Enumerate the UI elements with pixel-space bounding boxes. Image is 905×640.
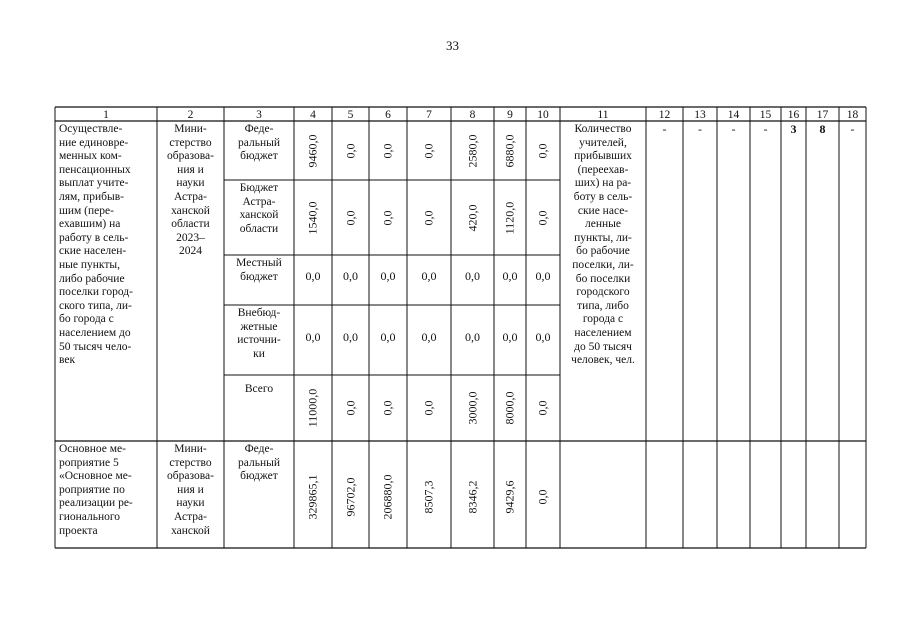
result-value: - [698,122,702,136]
budget-value: 0,0 [535,143,550,158]
budget-value: 0,0 [465,330,480,344]
budget-value-2: 8507,3 [421,480,436,514]
header-cell: 11 [597,109,609,121]
budget-value: 0,0 [343,330,358,344]
funding-source-label-2: Феде- ральный бюджет [238,443,280,483]
header-cell: 7 [426,109,432,121]
budget-value: 0,0 [380,330,396,344]
budget-value: 0,0 [502,269,518,283]
budget-value: 0,0 [421,330,437,344]
budget-value: 0,0 [535,269,551,283]
header-cell: 3 [256,109,262,121]
header-cell: 13 [694,109,706,121]
budget-value: 0,0 [343,143,357,158]
result-value: - [763,122,768,136]
header-cell: 14 [727,109,740,121]
funding-source-label: Местный бюджет [236,257,282,283]
budget-value: 2580,0 [465,134,479,167]
header-cell: 18 [846,109,859,121]
result-indicator: Количество учителей, прибывших (переехав- ших) на ра- боту в сель- ские насе- ленные пункты, ли- бо рабочие поселки, ли- бо поселки городского типа, либо города с населением до 50 тысяч человек, чел. [571,123,635,367]
page-number: 33 [446,38,459,53]
budget-value-2: 96702,0 [343,477,357,517]
budget-value: 0,0 [305,269,321,283]
header-cell: 15 [759,109,772,121]
budget-value: 0,0 [535,400,550,416]
budget-value-2: 0,0 [535,489,550,505]
budget-value: 0,0 [343,210,357,225]
budget-value-2: 206880,0 [380,474,395,520]
header-cell: 10 [537,109,549,121]
budget-value: 0,0 [421,143,436,158]
responsible-executor-2: Мини- стерство образова- ния и науки Астра- ханской [167,443,214,537]
header-cell: 16 [787,109,800,121]
header-cell: 4 [310,109,316,121]
budget-value: 0,0 [380,269,396,283]
budget-value: 0,0 [535,210,550,225]
budget-value: 0,0 [421,400,436,416]
result-value: - [662,122,667,136]
header-cell: 1 [103,109,109,121]
header-cell: 2 [187,109,194,121]
budget-value: 0,0 [343,400,357,416]
budget-value: 0,0 [343,269,358,283]
funding-source-label: Всего [244,383,274,395]
budget-value: 11000,0 [305,388,320,428]
funding-source-label: Бюджет Астра- ханской области [239,182,279,235]
budget-value: 0,0 [421,210,436,225]
budget-value: 0,0 [380,210,395,225]
budget-value: 0,0 [465,269,480,283]
budget-value: 1540,0 [305,201,320,234]
funding-source-label: Внебюд- жетные источни- ки [237,307,281,360]
budget-value: 8000,0 [502,391,517,425]
budget-value-2: 9429,6 [502,480,517,514]
budget-value: 0,0 [305,330,321,344]
result-value: 8 [819,122,826,136]
budget-value: 3000,0 [465,391,479,425]
responsible-executor: Мини- стерство образова- ния и науки Астра- ханской области 2023– 2024 [167,123,214,258]
budget-value: 0,0 [380,143,395,158]
activity-description: Осуществле- ние единовре- менных ком- пенсационных выплат учите- лям, прибыв- шим (пере- ехавшим) на работу в сель- ские населен- ные пункты, либо рабочие поселки город- ского типа, ли- бо города с населением до 50 тысяч чело- век [59,123,133,367]
header-cell: 8 [469,109,476,121]
funding-source-label: Феде- ральный бюджет [238,123,280,163]
budget-value: 0,0 [380,400,395,416]
budget-value: 420,0 [465,204,479,231]
budget-value: 0,0 [421,269,437,283]
budget-value: 1120,0 [502,201,517,234]
header-cell: 12 [658,109,671,121]
result-value: 3 [790,122,797,136]
result-value: - [731,122,736,136]
budget-value: 6880,0 [502,134,517,167]
activity-description-2: Основное ме- роприятие 5 «Основное ме- роприятие по реализации ре- гионального проекта [59,443,133,537]
header-cell: 17 [816,109,829,121]
budget-value: 9460,0 [305,134,320,167]
budget-value-2: 329865,1 [305,474,320,520]
result-value: - [850,122,855,136]
budget-value: 0,0 [502,330,518,344]
header-cell: 9 [507,109,513,121]
header-cell: 5 [347,109,354,121]
budget-value: 0,0 [535,330,551,344]
budget-value-2: 8346,2 [465,480,479,514]
header-cell: 6 [385,109,391,121]
